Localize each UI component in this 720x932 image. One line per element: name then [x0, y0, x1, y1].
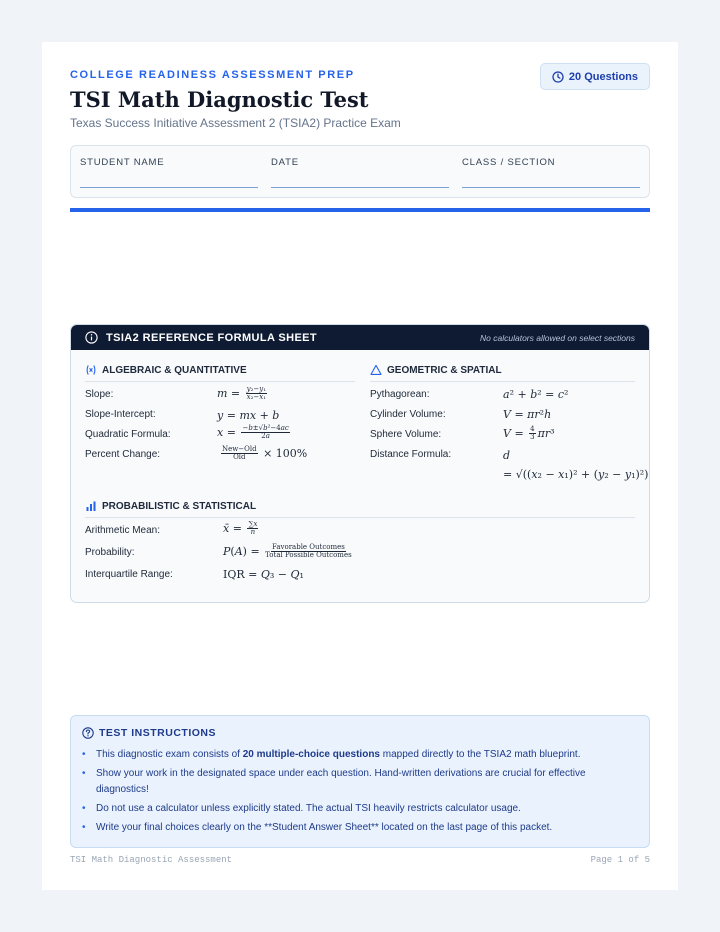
- class-section-line[interactable]: [462, 187, 640, 188]
- slope-label: Slope:: [85, 389, 114, 400]
- geometric-section-title: [370, 364, 502, 376]
- variable-icon: [85, 364, 97, 376]
- probability-formula: P ( A ) = $\frac{\text{Favorable Outcomes}}{\text{Total Possible Outcomes}}$: [223, 543, 352, 560]
- question-count-badge: [540, 63, 650, 90]
- slope-intercept-formula: y = mx + b: [217, 409, 280, 422]
- instructions-box: [70, 715, 650, 848]
- footer-title: TSI Math Diagnostic Assessment: [70, 855, 233, 865]
- bar-chart-icon: [85, 500, 97, 512]
- algebraic-divider: [85, 381, 355, 382]
- page-subtitle: Texas Success Initiative Assessment 2 (TSIA2) Practice Exam: [70, 116, 401, 130]
- date-label: DATE: [271, 157, 299, 168]
- student-name-label: STUDENT NAME: [80, 157, 165, 168]
- percent-change-label: Percent Change:: [85, 449, 161, 460]
- instruction-1-text-end: mapped directly to the TSIA2 math blueprint.: [380, 749, 581, 760]
- formula-sheet-card: [70, 324, 650, 603]
- date-line[interactable]: [271, 187, 449, 188]
- arithmetic-mean-formula: x̄ = $\frac{\sum x}{n}$: [223, 520, 258, 537]
- header-divider: [70, 208, 650, 212]
- help-circle-icon: [82, 727, 94, 739]
- geometric-title-text: GEOMETRIC & SPATIAL: [387, 364, 502, 376]
- statistical-section-title: [85, 500, 256, 512]
- pythagorean-label: Pythagorean:: [370, 389, 430, 400]
- iqr-label: Interquartile Range:: [85, 569, 173, 580]
- sphere-volume-formula: V = $\frac{4}{3}$ πr ³: [503, 425, 555, 442]
- instructions-list: [82, 747, 638, 839]
- triangle-icon: [370, 364, 382, 376]
- instruction-item: • Do not use a calculator unless explicitly stated. The actual TSI heavily restricts calculator usage.: [82, 801, 638, 817]
- formula-sheet-note: No calculators allowed on select sections: [480, 332, 635, 343]
- clock-icon: [552, 71, 564, 83]
- student-name-line[interactable]: [80, 187, 258, 188]
- geometric-divider: [370, 381, 635, 382]
- algebraic-title-text: ALGEBRAIC & QUANTITATIVE: [102, 364, 247, 376]
- info-icon: [85, 331, 98, 344]
- instruction-1-emphasis: 20 multiple-choice questions: [242, 749, 380, 760]
- cylinder-volume-formula: V = πr ² h: [503, 408, 552, 421]
- instruction-item: • Write your final choices clearly on the **Student Answer Sheet** located on the last page of this packet.: [82, 820, 638, 836]
- slope-intercept-label: Slope-Intercept:: [85, 409, 156, 420]
- distance-formula-expression: = √(( x ₂ − x ₁)² + ( y ₂ − y ₁)²): [503, 468, 649, 481]
- instruction-item: [82, 747, 638, 763]
- iqr-formula: IQR = Q ₃ − Q ₁: [223, 568, 304, 581]
- probability-label: Probability:: [85, 547, 135, 558]
- class-section-label: CLASS / SECTION: [462, 157, 556, 168]
- algebraic-section-title: [85, 364, 247, 376]
- formula-sheet-header: [71, 325, 649, 350]
- student-name-field[interactable]: [80, 157, 258, 188]
- quadratic-formula: x = $\frac{\text{−b±√b²−4ac}}{2a}$: [217, 424, 289, 441]
- date-field[interactable]: [271, 157, 449, 188]
- quadratic-label: Quadratic Formula:: [85, 429, 171, 440]
- worksheet-page: [42, 42, 678, 890]
- instructions-header: [82, 727, 216, 739]
- cylinder-volume-label: Cylinder Volume:: [370, 409, 446, 420]
- distance-formula-label: Distance Formula:: [370, 449, 452, 460]
- page-title: TSI Math Diagnostic Test: [70, 87, 369, 112]
- percent-change-formula: $\frac{\text{New−Old}}{\text{Old}}$ × 100%: [222, 445, 308, 462]
- instructions-title: TEST INSTRUCTIONS: [99, 727, 217, 739]
- distance-formula-d: d: [503, 449, 511, 462]
- instruction-1-text: This diagnostic exam consists of: [96, 749, 243, 760]
- arithmetic-mean-label: Arithmetic Mean:: [85, 525, 161, 536]
- badge-text: 20 Questions: [568, 70, 638, 83]
- slope-formula: m = $\frac{\text{y₂−y₁}}{\text{x₂−x₁}}$: [217, 385, 267, 402]
- student-info-box: [70, 145, 650, 198]
- statistical-title-text: PROBABILISTIC & STATISTICAL: [102, 500, 257, 512]
- sphere-volume-label: Sphere Volume:: [370, 429, 442, 440]
- kicker-label: COLLEGE READINESS ASSESSMENT PREP: [70, 69, 355, 81]
- instruction-item: • Show your work in the designated space under each question. Hand-written derivations are crucial for effective diagnostics!: [82, 766, 638, 797]
- pythagorean-formula: a ² + b ² = c ²: [503, 388, 569, 401]
- statistical-divider: [85, 517, 635, 518]
- formula-sheet-title: TSIA2 REFERENCE FORMULA SHEET: [106, 331, 318, 344]
- class-section-field[interactable]: [462, 157, 640, 188]
- page-number: Page 1 of 5: [590, 855, 650, 865]
